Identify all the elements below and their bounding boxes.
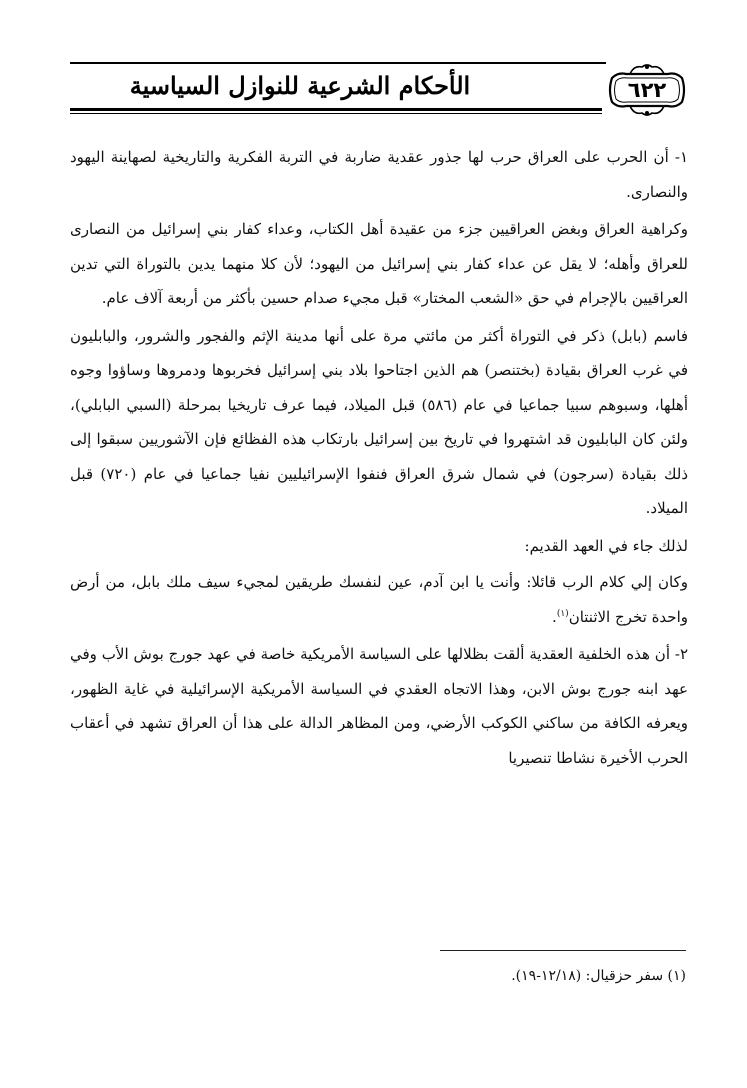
running-title: الأحكام الشرعية للنوازل السياسية (129, 71, 471, 100)
page-header (70, 62, 690, 122)
footnote-separator (440, 950, 686, 951)
paragraph-6: ٢- أن هذه الخلفية العقدية ألقت بظلالها على السياسة الأمريكية خاصة في عهد جورج بوش الأب وفي عهد ابنه جورج بوش الابن، وهذا الاتجاه العقدي في السياسة الأمريكية الإسرائيلية في غاية الظهور، ويعرفه الكافة من ساكني الكوكب الأرضي، ومن المظاهر الدالة على هذا أن العراق تشهد في أعقاب الحرب الأخيرة نشاطا تنصيريا (70, 645, 688, 767)
quote-end: . (552, 607, 557, 626)
quote-text: وكان إلي كلام الرب قائلا: وأنت يا ابن آدم، عين لنفسك طريقين لمجيء سيف ملك بابل، من أرض واحدة تخرج الاثنتان (70, 573, 688, 626)
paragraph-3: فاسم (بابل) ذكر في التوراة أكثر من مائتي مرة على أنها مدينة الإثم والفجور والشرور، والبابليون في غرب العراق بقيادة (بختنصر) هم الذين اجتاحوا بلاد بني إسرائيل فخربوها ودمروها وساؤوا وجوه أهلها، وسبوهم سبيا جماعيا في عام (٥٨٦) قبل الميلاد، فيما عرف تاريخيا بمرحلة (السبي البابلي)، ولئن كان البابليون قد اشتهروا في تاريخ بين إسرائيل بارتكاب هذه الفظائع فإن الآشوريين سبقوا إلى ذلك بقيادة (سرجون) في شمال شرق العراق فنفوا الإسرائيليين نفيا جماعيا في عام (٧٢٠) قبل الميلاد. (70, 326, 688, 517)
footnote-marker[interactable]: (١) (556, 608, 569, 619)
footnote: (١) سفر حزقيال: (١٢/١٨-١٩). (511, 968, 686, 984)
header-top-rule (70, 62, 606, 64)
paragraph-5-quote (70, 565, 688, 634)
page-number: ٦٢٢ (627, 78, 667, 102)
main-text (70, 140, 688, 778)
page-number-badge (604, 62, 690, 118)
header-rule-thin (70, 113, 602, 114)
paragraph-1: ١- أن الحرب على العراق حرب لها جذور عقدية ضاربة في التربة الفكرية والتاريخية لصهاينة اليهود والنصارى. (70, 148, 688, 201)
header-rule (70, 108, 602, 111)
paragraph-2: وكراهية العراق وبغض العراقيين جزء من عقيدة أهل الكتاب، وعداء كفار بني إسرائيل من النصارى للعراق وأهله؛ لا يقل عن عداء كفار بني إسرائيل من اليهود؛ لأن كلا منهما يدين بالتوراة التي تدين العراقيين بالإجرام في حق «الشعب المختار» قبل مجيء صدام حسين بأكثر من أربعة آلاف عام. (70, 220, 688, 307)
paragraph-4: لذلك جاء في العهد القديم: (524, 536, 688, 555)
